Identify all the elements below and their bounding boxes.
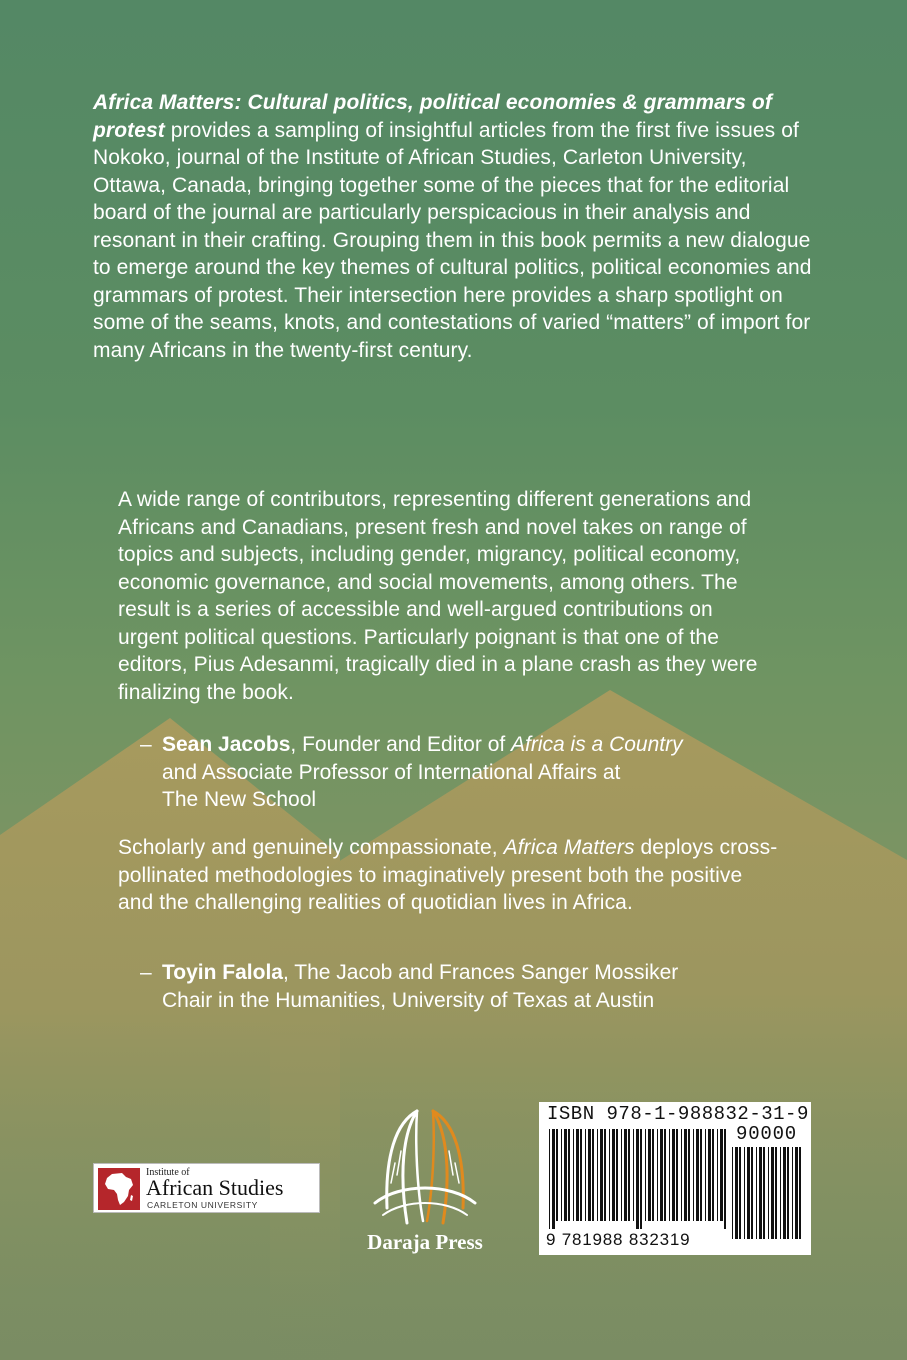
reviewer-name: Sean Jacobs [162, 733, 291, 756]
barcode-bar [775, 1147, 777, 1239]
institute-african-studies-logo [93, 1163, 320, 1213]
barcode-bar [783, 1147, 786, 1239]
barcode-bar [763, 1147, 765, 1239]
barcode-bar [580, 1129, 582, 1221]
barcode-bar [588, 1129, 591, 1221]
barcode-bar [676, 1129, 678, 1221]
barcode-bar [633, 1129, 634, 1221]
publication-name: Africa is a Country [511, 733, 683, 756]
review-text: A wide range of contributors, representing different generations and Africans and Canadians, present fresh and novel takes on range of topics and subjects, including gender, migrancy, political economy, economic governance, and social movements, among others. The result is a series of accessible and well-argued contributions on urgent political questions. Particularly poignant is that one of the editors, Pius Adesanmi, tragically died in a plane crash as they were finalizing the book. [118, 488, 758, 704]
barcode-bar [780, 1147, 781, 1239]
barcode-bar [645, 1129, 646, 1221]
addon-barcode-bars [732, 1147, 802, 1247]
intro-body: provides a sampling of insightful articles from the first five issues of Nokoko, journal of the Institute of African Studies, Carleton University, Ottawa, Canada, bringing together some of the pieces that for the editorial board of the journal are particularly perspicacious in their analysis and resonant in their crafting. Grouping them in this book permits a new dialogue to emerge around the key themes of cultural politics, political economies and grammars of protest. Their intersection here provides a sharp spotlight on some of the seams, knots, and contestations of varied “matters” of import for many Africans in the twenty-first century. [93, 118, 812, 362]
barcode-bar [724, 1129, 726, 1229]
reviewer-name: Toyin Falola [162, 961, 283, 984]
barcode-bar [616, 1129, 618, 1221]
barcode-bar [657, 1129, 658, 1221]
barcode-bar [621, 1129, 622, 1221]
barcode-bar [585, 1129, 586, 1221]
barcode-bar [672, 1129, 675, 1221]
barcode-bar [609, 1129, 610, 1221]
barcode-bar [735, 1147, 738, 1239]
barcode-bar [604, 1129, 606, 1221]
barcode-bar [771, 1147, 774, 1239]
barcode-bar [597, 1129, 598, 1221]
dash: – [140, 961, 152, 984]
book-title-short: Africa Matters [503, 836, 635, 859]
reviewer-role: , Founder and Editor of [290, 733, 512, 756]
review-toyin-falola [118, 834, 778, 917]
review-text: Scholarly and genuinely compassionate, [118, 836, 504, 859]
barcode-bar [561, 1129, 562, 1221]
reviewer-role-line2: and Associate Professor of International Affairs at [162, 760, 621, 784]
barcode-bar [787, 1147, 789, 1239]
price-code: 90000 [736, 1123, 798, 1145]
barcode-bar [612, 1129, 615, 1221]
dash: – [140, 733, 152, 756]
barcode-bar [744, 1147, 745, 1239]
barcode-bar [592, 1129, 594, 1221]
barcode-bar [712, 1129, 714, 1221]
barcode-bar [792, 1147, 793, 1239]
isbn-barcode [539, 1102, 811, 1255]
barcode-bar [652, 1129, 654, 1221]
barcode-bar [640, 1129, 642, 1229]
university-name: CARLETON UNIVERSITY [147, 1200, 258, 1210]
barcode-bar [556, 1129, 558, 1221]
book-title: Africa Matters: Cultural politics, political economies & grammars of protest [93, 91, 772, 142]
barcode-bar [799, 1147, 801, 1239]
review-sean-jacobs [118, 486, 778, 706]
barcode-bar [739, 1147, 741, 1239]
institute-label: Institute of [146, 1167, 190, 1178]
barcode-bar [693, 1129, 694, 1221]
barcode-bar [768, 1147, 769, 1239]
barcode-bar [660, 1129, 663, 1221]
reviewer-role-line3: The New School [162, 788, 317, 811]
review-text-continued: deploys cross-pollinated methodologies to imaginatively present both the positive and the challenging realities of quotidian lives in Africa. [118, 836, 778, 914]
barcode-bar [681, 1129, 682, 1221]
daraja-press-name: Daraja Press [367, 1230, 483, 1254]
barcode-bar [664, 1129, 666, 1221]
isbn-number: ISBN 978-1-988832-31-9 [547, 1103, 809, 1125]
barcode-bar [756, 1147, 757, 1239]
barcode-bar [600, 1129, 603, 1221]
barcode-bar [669, 1129, 670, 1221]
barcode-bar [720, 1129, 723, 1221]
reviewer-role-line2: Chair in the Humanities, University of Texas at Austin [162, 988, 655, 1012]
barcode-bar [795, 1147, 798, 1239]
barcode-bar [636, 1129, 639, 1229]
barcode-bar [552, 1129, 555, 1229]
attribution-toyin-falola [140, 959, 840, 1014]
reviewer-role: , The Jacob and Frances Sanger Mossiker [282, 961, 679, 984]
ean-barcode-bars [549, 1129, 727, 1229]
barcode-bar [751, 1147, 753, 1239]
barcode-bar [573, 1129, 574, 1221]
barcode-bar [700, 1129, 702, 1221]
barcode-bar [717, 1129, 718, 1221]
barcode-bar [549, 1129, 550, 1229]
barcode-bar [696, 1129, 699, 1221]
barcode-bar [684, 1129, 687, 1221]
attribution-sean-jacobs [140, 731, 820, 814]
barcode-bar [648, 1129, 651, 1221]
barcode-bar [759, 1147, 762, 1239]
barcode-bar [624, 1129, 627, 1221]
barcode-bar [688, 1129, 690, 1221]
institute-name: African Studies [146, 1175, 284, 1200]
barcode-bar [568, 1129, 570, 1221]
barcode-bar [708, 1129, 711, 1221]
ean-digits: 9 781988 832319 [546, 1230, 691, 1249]
africa-map-icon [98, 1168, 140, 1210]
barcode-bar [628, 1129, 630, 1221]
barcode-bar [732, 1147, 733, 1239]
barcode-bar [705, 1129, 706, 1221]
barcode-bar [564, 1129, 567, 1221]
barcode-bar [747, 1147, 750, 1239]
barcode-bar [576, 1129, 579, 1221]
intro-paragraph [93, 89, 823, 364]
